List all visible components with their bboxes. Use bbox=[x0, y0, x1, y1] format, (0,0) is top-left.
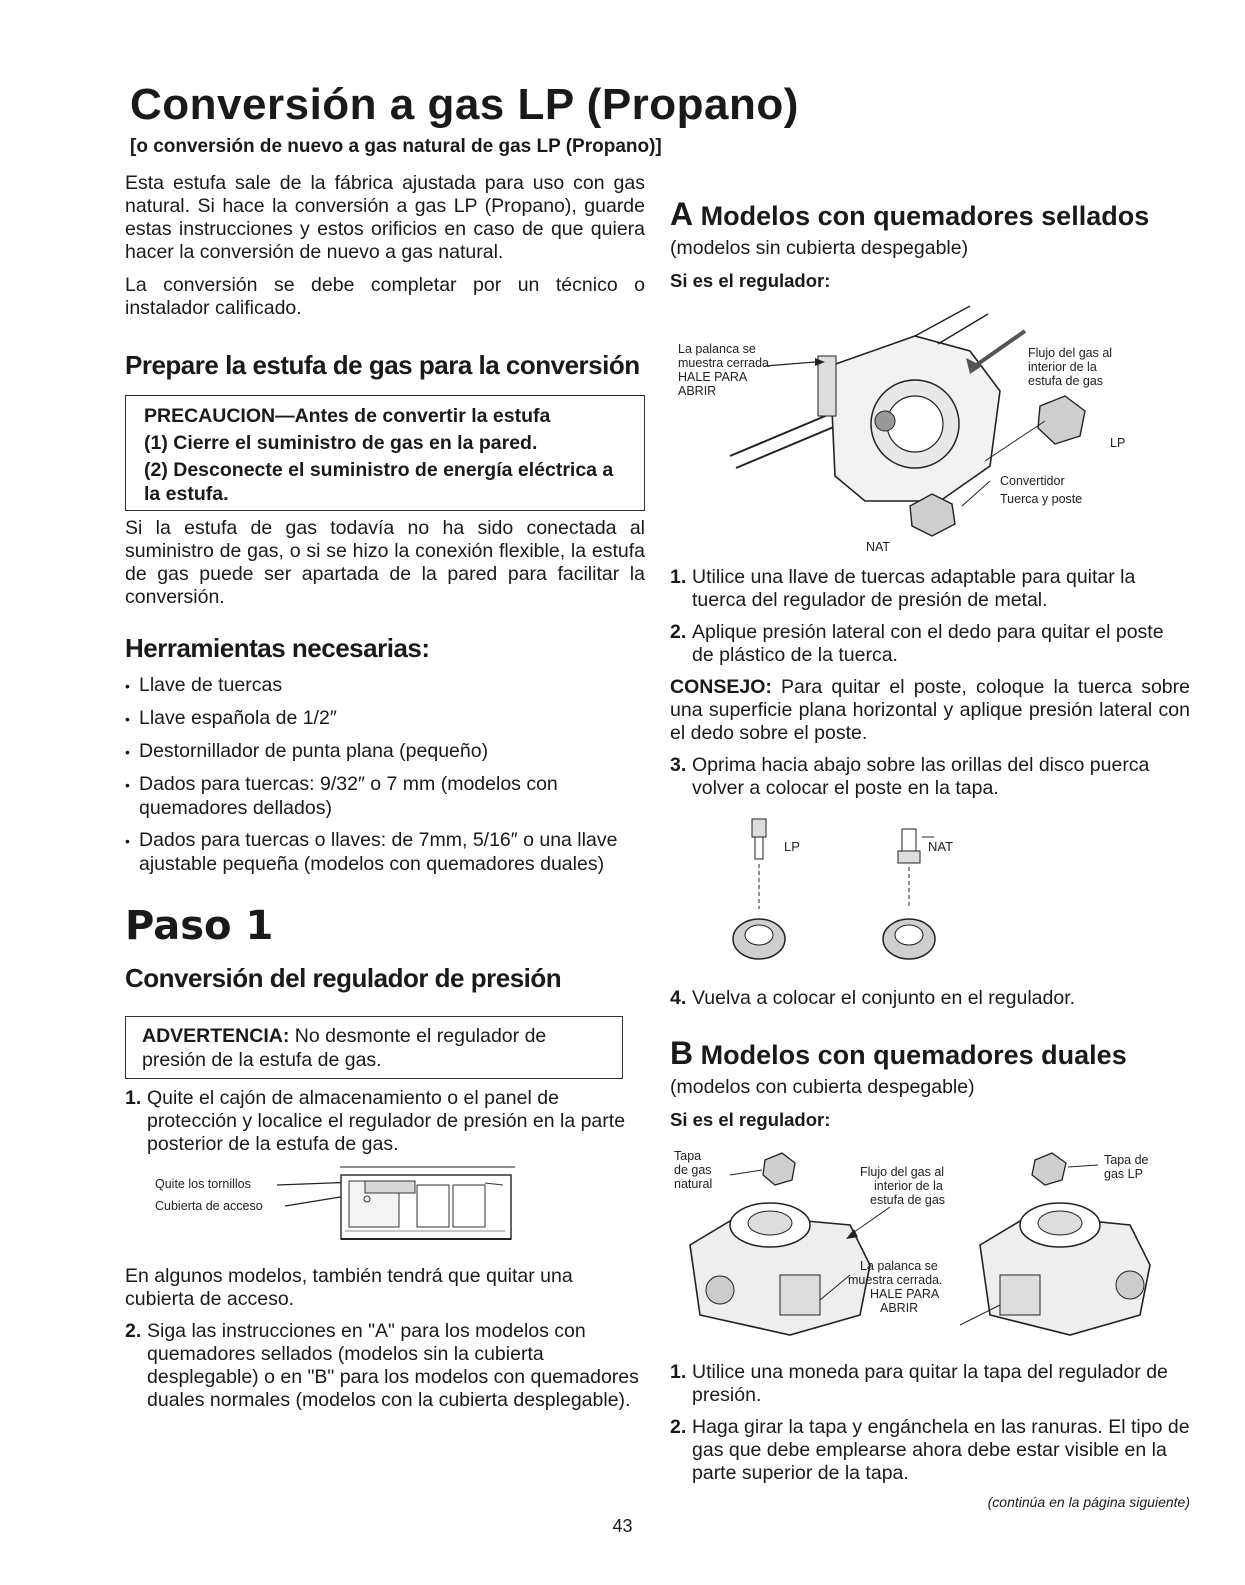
label-lever-2: muestra cerrada bbox=[678, 356, 770, 370]
step-item: 4. Vuelva a colocar el conjunto en el regulador. bbox=[670, 987, 1076, 1009]
right-column bbox=[670, 196, 1190, 1510]
intro-technician: La conversión se debe completar por un técnico o instalador calificado. bbox=[125, 274, 645, 319]
section-a-if: Si es el regulador: bbox=[670, 270, 831, 291]
label-b-lever-1: La palanca se bbox=[860, 1259, 938, 1273]
section-b-heading: B Modelos con quemadores duales bbox=[670, 1035, 1127, 1071]
access-cover-figure bbox=[125, 1165, 645, 1253]
label-b-lever-2: muestra cerrada. bbox=[848, 1273, 943, 1287]
tool-item: • Dados para tuercas: 9/32″ o 7 mm (modelos con quemadores dellados) bbox=[125, 773, 645, 820]
label-lever-4: ABRIR bbox=[678, 384, 717, 398]
intro-paragraph: Esta estufa sale de la fábrica ajustada para uso con gas natural. Si hace la conversión a gas LP (Propano), guarde estas instrucciones y estos orificios en caso de que quiera hacer la conversión de nuevo a gas natural. bbox=[125, 172, 645, 263]
label-flow-3: estufa de gas bbox=[1028, 374, 1104, 388]
label-remove-screws: Quite los tornillos bbox=[155, 1177, 251, 1191]
tools-list bbox=[125, 674, 645, 876]
section-a-step4 bbox=[670, 987, 1190, 1010]
tool-item: • Destornillador de punta plana (pequeño) bbox=[125, 740, 645, 764]
label-cap-nat-3: natural bbox=[674, 1177, 713, 1191]
label-flow-1: Flujo del gas al bbox=[1028, 346, 1113, 360]
section-a-step3 bbox=[670, 754, 1190, 800]
caution-title: PRECAUCION—Antes de convertir la estufa bbox=[144, 405, 551, 427]
step-heading: Paso 1 bbox=[125, 903, 274, 949]
access-cover-note: En algunos modelos, también tendrá que quitar una cubierta de acceso. bbox=[125, 1265, 573, 1310]
tool-item: • Llave de tuercas bbox=[125, 674, 645, 698]
section-b-if: Si es el regulador: bbox=[670, 1109, 831, 1130]
label-b-flow-1: Flujo del gas al bbox=[860, 1165, 945, 1179]
label-lever-1: La palanca se bbox=[678, 342, 756, 356]
step-item: 2. Aplique presión lateral con el dedo para quitar el poste de plástico de la tuerca. bbox=[670, 621, 1164, 666]
label-b-flow-2: interior de la bbox=[874, 1179, 943, 1193]
section-a-steps bbox=[670, 566, 1190, 667]
step-item: 1. Utilice una llave de tuercas adaptable para quitar la tuerca del regulador de presión de metal. bbox=[670, 566, 1136, 611]
tool-item: • Llave española de 1/2″ bbox=[125, 707, 645, 731]
step-item: 2. Haga girar la tapa y engánchela en las ranuras. El tipo de gas que debe emplearse ahora debe estar visible en la parte superior de la tapa. bbox=[670, 1416, 1190, 1484]
label-lp: LP bbox=[1110, 436, 1126, 450]
label-cap-nat-2: de gas bbox=[674, 1163, 712, 1177]
sealed-regulator-figure bbox=[670, 296, 1190, 552]
label-b-lever-3: HALE PARA bbox=[870, 1287, 940, 1301]
post-cap-figure bbox=[670, 809, 1190, 979]
connection-note: Si la estufa de gas todavía no ha sido conectada al suministro de gas, o si se hizo la conexión flexible, la estufa de gas puede ser apartada de la pared para facilitar la conversión. bbox=[125, 517, 645, 608]
section-a-subtitle: (modelos sin cubierta despegable) bbox=[670, 237, 969, 259]
label-cap-nat-1: Tapa bbox=[674, 1149, 702, 1163]
label-post-lp: LP bbox=[784, 839, 800, 854]
label-cap-lp-2: gas LP bbox=[1104, 1167, 1143, 1181]
caution-step-1: (1) Cierre el suministro de gas en la pared. bbox=[144, 432, 538, 454]
continued-note: (continúa en la página siguiente) bbox=[987, 1494, 1190, 1510]
label-access-cover: Cubierta de acceso bbox=[155, 1199, 263, 1213]
label-post-nat: NAT bbox=[928, 839, 954, 854]
label-cap-lp-1: Tapa de bbox=[1104, 1153, 1149, 1167]
dual-regulator-figure bbox=[670, 1135, 1190, 1355]
warning-label: ADVERTENCIA: bbox=[142, 1025, 290, 1047]
label-converter: Convertidor bbox=[1000, 474, 1065, 488]
label-b-flow-3: estufa de gas bbox=[870, 1193, 946, 1207]
caution-step-2: (2) Desconecte el suministro de energía eléctrica a la estufa. bbox=[144, 459, 614, 505]
left-steps-2 bbox=[125, 1320, 645, 1412]
section-b-steps bbox=[670, 1361, 1190, 1485]
regulator-heading: Conversión del regulador de presión bbox=[125, 963, 562, 993]
warning-text: No desmonte el regulador de presión de la estufa de gas. bbox=[142, 1025, 547, 1071]
step-item: 3. Oprima hacia abajo sobre las orillas del disco puerca volver a colocar el poste en la tapa. bbox=[670, 754, 1150, 799]
page-subtitle: [o conversión de nuevo a gas natural de gas LP (Propano)] bbox=[130, 136, 662, 157]
regulator-drawing bbox=[670, 296, 1190, 552]
label-nat: NAT bbox=[866, 540, 891, 554]
warning-box bbox=[125, 1016, 623, 1079]
label-b-lever-4: ABRIR bbox=[880, 1301, 919, 1315]
page-title: Conversión a gas LP (Propano) bbox=[130, 80, 799, 129]
step-item: 2. Siga las instrucciones en "A" para los modelos con quemadores sellados (modelos sin la cubierta desplegable) o en "B" para los modelos con quemadores duales normales (modelos con la cubierta desplegable). bbox=[125, 1320, 639, 1411]
section-b-subtitle: (modelos con cubierta despegable) bbox=[670, 1076, 975, 1098]
tool-item: • Dados para tuercas o llaves: de 7mm, 5/16″ o una llave ajustable pequeña (modelos con quemadores duales) bbox=[125, 829, 645, 876]
page-number: 43 bbox=[612, 1516, 633, 1536]
left-column bbox=[125, 172, 645, 1421]
post-cap-drawing bbox=[670, 809, 1190, 979]
label-nut-post: Tuerca y poste bbox=[1000, 492, 1083, 506]
access-panel-drawing bbox=[125, 1165, 645, 1253]
tip-paragraph: CONSEJO: Para quitar el poste, coloque la tuerca sobre una superficie plana horizontal y aplique presión lateral con el dedo sobre el poste. bbox=[670, 676, 1190, 744]
prepare-heading: Prepare la estufa de gas para la conversión bbox=[125, 350, 640, 380]
step-item: 1. Utilice una moneda para quitar la tapa del regulador de presión. bbox=[670, 1361, 1168, 1406]
tools-heading: Herramientas necesarias: bbox=[125, 633, 430, 663]
label-lever-3: HALE PARA bbox=[678, 370, 748, 384]
label-flow-2: interior de la bbox=[1028, 360, 1097, 374]
section-a-heading: A Modelos con quemadores sellados bbox=[670, 196, 1150, 232]
left-steps bbox=[125, 1087, 645, 1156]
caution-box bbox=[125, 395, 645, 511]
step-item: 1. Quite el cajón de almacenamiento o el panel de protección y localice el regulador de presión en la parte posterior de la estufa de gas. bbox=[125, 1087, 626, 1155]
